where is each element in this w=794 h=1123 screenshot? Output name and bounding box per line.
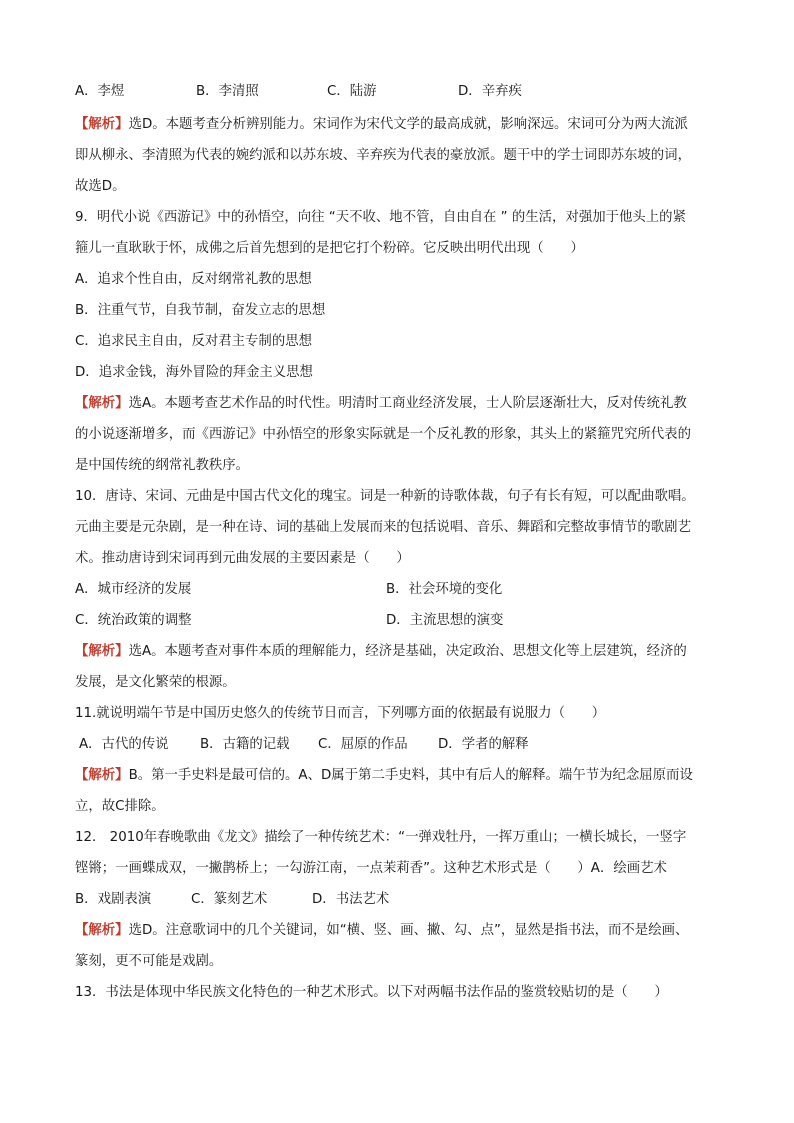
q10-analysis-line-1: 【解析】选A。本题考查对事件本质的理解能力，经济是基础，决定政治、思想文化等上层建筑，经济的 (75, 644, 687, 659)
q9-option-a: A．追求个性自由，反对纲常礼教的思想 (75, 272, 312, 287)
q12-analysis-line-1: 【解析】选D。注意歌词中的几个关键词，如“横、竖、画、撇、勾、点”，显然是指书法，而不是绘画、 (75, 923, 689, 938)
q11-option-b: B．古籍的记载 (200, 737, 290, 752)
q8-analysis-line-3: 故选D。 (75, 179, 126, 194)
q10-stem-line-3: 术。推动唐诗到宋词再到元曲发展的主要因素是（ ） (75, 551, 410, 566)
q9-option-b: B．注重气节，自我节制，奋发立志的思想 (75, 303, 326, 318)
q11-option-c: C．屈原的作品 (318, 737, 408, 752)
q8-option-b: B．李清照 (196, 84, 259, 99)
q9-stem-line-1: 9．明代小说《西游记》中的孙悟空，向往 “天不收、地不管，自由自在 ” 的生活，对强加于他头上的紧 (75, 210, 686, 225)
q9-analysis-line-1: 【解析】选A。本题考查艺术作品的时代性。明清时工商业经济发展，士人阶层逐渐壮大，反对传统礼教 (75, 396, 687, 411)
analysis-tag: 【解析】 (75, 923, 129, 938)
q8-option-a: A．李煜 (75, 84, 125, 99)
q8-option-c: C．陆游 (327, 84, 377, 99)
q8-analysis-line-1: 【解析】选D。本题考查分析辨别能力。宋词作为宋代文学的最高成就，影响深远。宋词可分为两大流派 (75, 117, 688, 132)
q12-stem-line-1: 12． 2010年春晚歌曲《龙文》描绘了一种传统艺术：“一弹戏牡丹，一挥万重山；一横长城长，一竖字 (75, 830, 687, 845)
q9-analysis-line-3: 是中国传统的纲常礼教秩序。 (75, 458, 250, 473)
analysis-tag: 【解析】 (75, 768, 129, 783)
q12-analysis-line-2: 篆刻，更不可能是戏剧。 (75, 954, 223, 969)
q11-analysis-line-2: 立，故C排除。 (75, 799, 165, 814)
q10-option-c: C．统治政策的调整 (75, 613, 192, 628)
q8-analysis-line-2: 即从柳永、李清照为代表的婉约派和以苏东坡、辛弃疾为代表的豪放派。题干中的学士词即苏东坡的词， (75, 148, 691, 163)
analysis-tag: 【解析】 (75, 644, 129, 659)
q11-analysis-line-1: 【解析】B。第一手史料是最可信的。A、D属于第二手史料，其中有后人的解释。端午节为纪念屈原而设 (75, 768, 693, 783)
q10-stem-line-1: 10．唐诗、宋词、元曲是中国古代文化的瑰宝。词是一种新的诗歌体裁，句子有长有短，可以配曲歌唱。 (75, 489, 695, 504)
analysis-tag: 【解析】 (75, 396, 129, 411)
q12-stem-line-2: 铿锵；一画蝶成双，一撇鹊桥上；一勾游江南，一点茉莉香”。这种艺术形式是（ ）A．绘画艺术 (75, 861, 667, 876)
q11-stem: 11.就说明端午节是中国历史悠久的传统节日而言，下列哪方面的依据最有说服力（ ） (75, 706, 606, 721)
q10-option-a: A．城市经济的发展 (75, 582, 192, 597)
q11-option-a: A．古代的传说 (79, 737, 169, 752)
q10-option-b: B．社会环境的变化 (386, 582, 503, 597)
q12-option-c: C．篆刻艺术 (191, 892, 268, 907)
q9-stem-line-2: 箍儿一直耿耿于怀，成佛之后首先想到的是把它打个粉碎。它反映出明代出现（ ） (75, 241, 584, 256)
q12-option-b: B．戏剧表演 (75, 892, 152, 907)
q9-option-d: D．追求金钱，海外冒险的拜金主义思想 (75, 365, 313, 380)
analysis-tag: 【解析】 (75, 117, 129, 132)
q10-option-d: D．主流思想的演变 (386, 613, 504, 628)
q11-option-d: D．学者的解释 (438, 737, 529, 752)
q10-analysis-line-2: 发展，是文化繁荣的根源。 (75, 675, 236, 690)
q13-stem: 13．书法是体现中华民族文化特色的一种艺术形式。以下对两幅书法作品的鉴赏较贴切的是（ ） (75, 985, 668, 1000)
q9-analysis-line-2: 的小说逐渐增多，而《西游记》中孙悟空的形象实际就是一个反礼教的形象，其头上的紧箍咒究所代表的 (75, 427, 691, 442)
q10-stem-line-2: 元曲主要是元杂剧，是一种在诗、词的基础上发展而来的包括说唱、音乐、舞蹈和完整故事情节的歌剧艺 (75, 520, 691, 535)
q12-option-d: D．书法艺术 (312, 892, 390, 907)
q9-option-c: C．追求民主自由，反对君主专制的思想 (75, 334, 312, 349)
q8-option-d: D．辛弃疾 (458, 84, 522, 99)
